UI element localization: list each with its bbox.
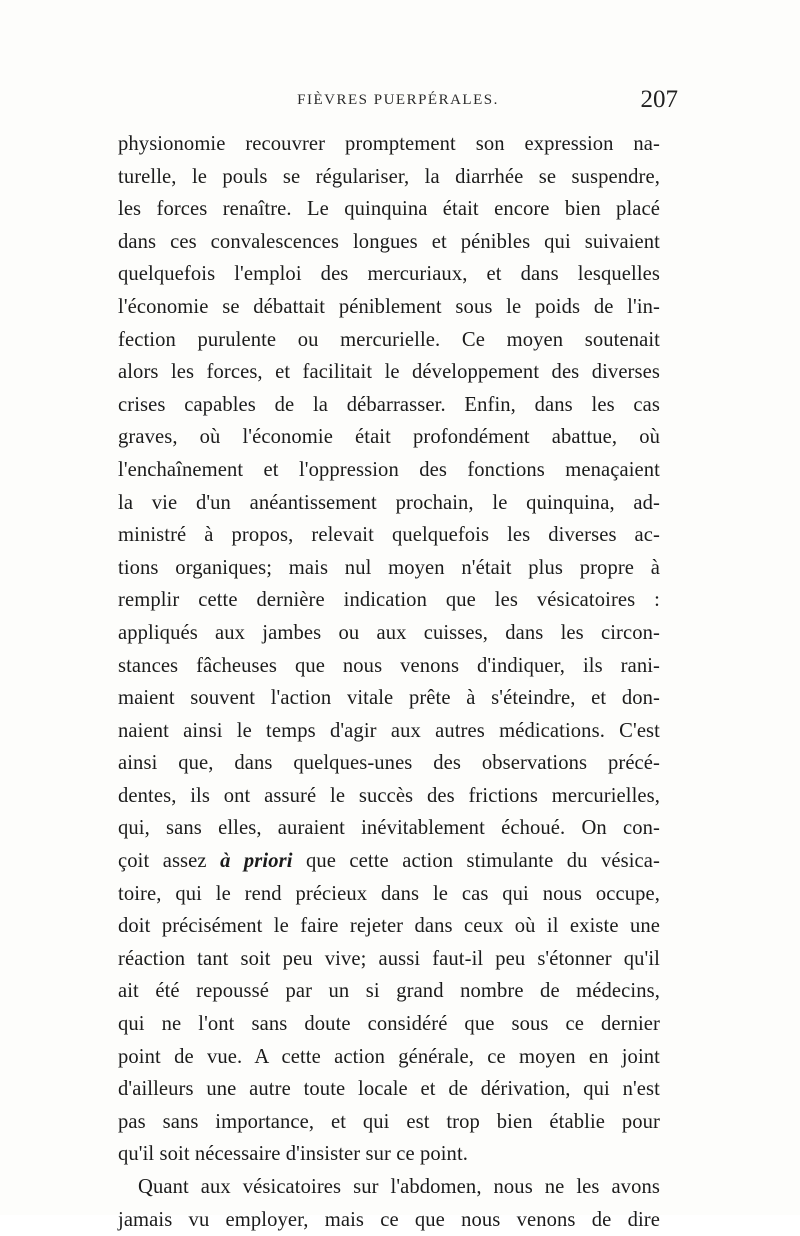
text-line: la vie d'un anéantissement prochain, le quinquina, ad- (118, 491, 660, 514)
text-line: crises capables de la débarrasser. Enfin, dans les cas (118, 393, 660, 416)
text-line: maient souvent l'action vitale prête à s'éteindre, et don- (118, 687, 660, 710)
text-line: doit précisément le faire rejeter dans ceux où il existe une (118, 915, 660, 938)
text-line: appliqués aux jambes ou aux cuisses, dans les circon- (118, 621, 660, 644)
page-number: 207 (640, 86, 678, 113)
text-line: qui ne l'ont sans doute considéré que sous ce dernier (118, 1013, 660, 1036)
text-line: jamais vu employer, mais ce que nous venons de dire (118, 1208, 660, 1231)
text-line: les forces renaître. Le quinquina était encore bien placé (118, 198, 660, 221)
text-line: ainsi que, dans quelques-unes des observations précé- (118, 752, 660, 775)
text-line-with-italic (118, 845, 660, 878)
text-line: réaction tant soit peu vive; aussi faut-il peu s'étonner qu'il (118, 947, 660, 970)
text-line: dentes, ils ont assuré le succès des frictions mercurielles, (118, 784, 660, 807)
text-line: physionomie recouvrer promptement son expression na- (118, 133, 660, 155)
text-line: alors les forces, et facilitait le développement des diverses (118, 361, 660, 384)
text-line: dans ces convalescences longues et pénibles qui suivaient (118, 230, 660, 253)
line-fragment: çoit assez (118, 850, 221, 873)
text-line: ait été repoussé par un si grand nombre de médecins, (118, 980, 660, 1003)
text-line: graves, où l'économie était profondément abattue, où (118, 426, 660, 449)
text-line: l'économie se débattait péniblement sous le poids de l'in- (118, 295, 660, 318)
text-line: toire, qui le rend précieux dans le cas qui nous occupe, (118, 882, 660, 905)
text-line: naient ainsi le temps d'agir aux autres médications. C'est (118, 719, 660, 742)
line-fragment: que cette action stimulante du vésica- (292, 850, 660, 873)
text-line: ministré à propos, relevait quelquefois les diverses ac- (118, 524, 660, 547)
text-line-paragraph-start: Quant aux vésicatoires sur l'abdomen, nous ne les avons (138, 1176, 660, 1198)
text-line: pas sans importance, et qui est trop bien établie pour (118, 1110, 660, 1133)
text-line: l'enchaînement et l'oppression des fonctions menaçaient (118, 458, 660, 481)
text-line: remplir cette dernière indication que les vésicatoires : (118, 589, 660, 612)
text-line: quelquefois l'emploi des mercuriaux, et dans lesquelles (118, 263, 660, 286)
text-line: d'ailleurs une autre toute locale et de dérivation, qui n'est (118, 1078, 660, 1101)
running-head (118, 88, 678, 120)
text-line: fection purulente ou mercurielle. Ce moyen soutenait (118, 328, 660, 351)
running-title: FIÈVRES PUERPÉRALES. (297, 92, 499, 108)
text-line: point de vue. A cette action générale, ce moyen en joint (118, 1045, 660, 1068)
text-line: qu'il soit nécessaire d'insister sur ce point. (118, 1143, 469, 1166)
text-line: stances fâcheuses que nous venons d'indiquer, ils rani- (118, 654, 660, 677)
text-line: tions organiques; mais nul moyen n'était plus propre à (118, 556, 660, 579)
text-line: turelle, le pouls se régulariser, la diarrhée se suspendre, (118, 165, 660, 188)
body-text (118, 128, 660, 1236)
text-line: qui, sans elles, auraient inévitablement échoué. On con- (118, 817, 660, 840)
italic-phrase: à priori (220, 850, 293, 873)
